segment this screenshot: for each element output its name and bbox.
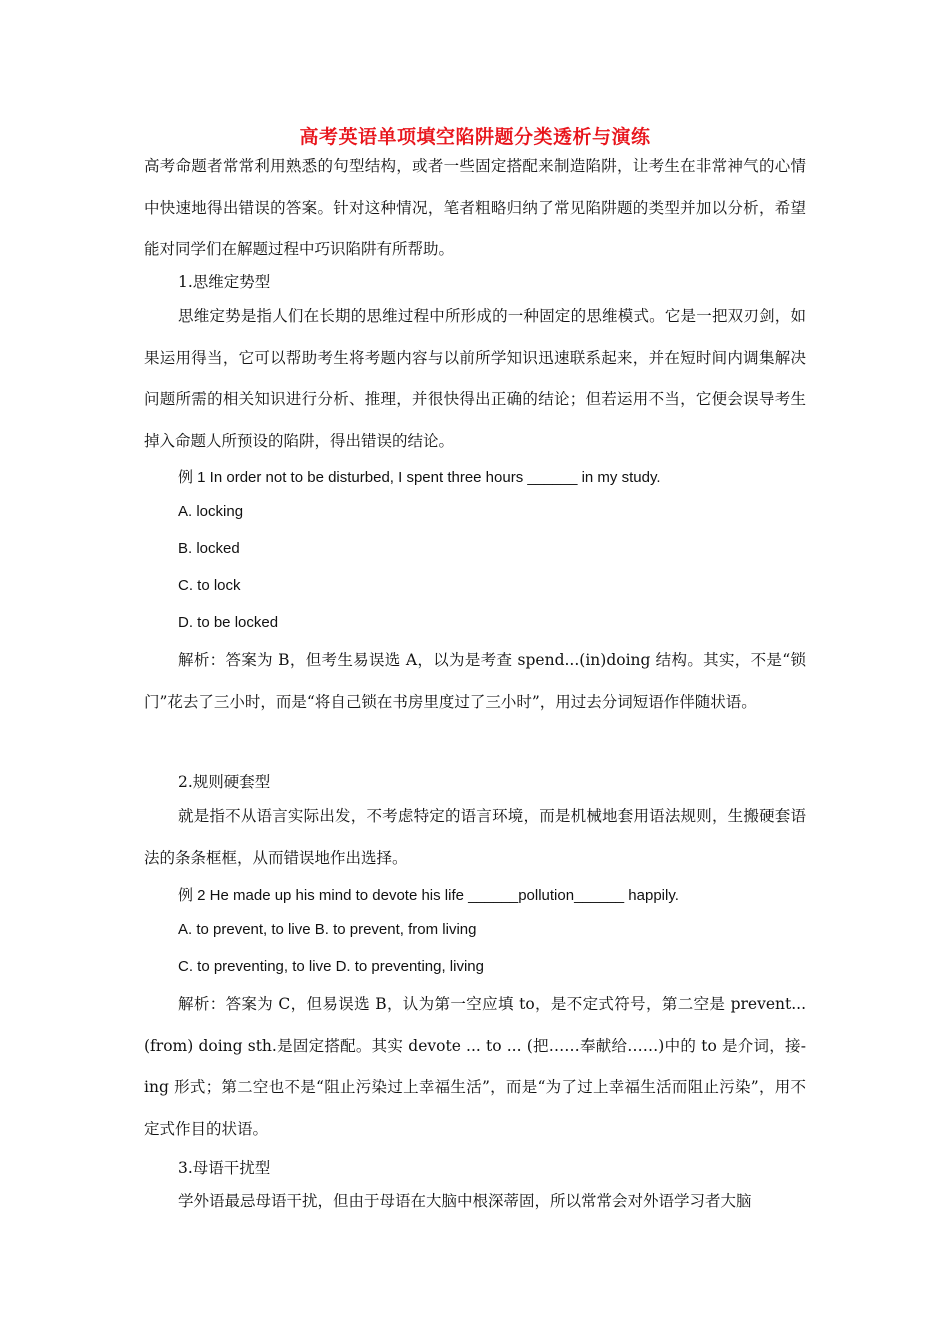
section-2-body: 就是指不从语言实际出发，不考虑特定的语言环境，而是机械地套用语法规则，生搬硬套语法的条条框框，从而错误地作出选择。 bbox=[144, 807, 806, 867]
example-1-option-b: B. locked bbox=[178, 540, 240, 557]
example-1-question: 例 1 In order not to be disturbed, I spent three hours ______ in my study. bbox=[178, 469, 661, 486]
document-title: 高考英语单项填空陷阱题分类透析与演练 bbox=[299, 126, 651, 148]
example-2-analysis: 解析：答案为 C，但易误选 B，认为第一空应填 to，是不定式符号，第二空是 prevent... (from) doing sth.是固定搭配。其实 devote ... to ... (把……奉献给……)中的 to 是介词，接-ing 形式；第二空也不是“阻止污染过上幸福生活”，而是“为了过上幸福生活而阻止污染”，用不定式作目的状语。 bbox=[144, 995, 806, 1138]
example-2-options-cd: C. to preventing, to live D. to preventing, living bbox=[178, 958, 484, 975]
section-1-body: 思维定势是指人们在长期的思维过程中所形成的一种固定的思维模式。它是一把双刃剑，如果运用得当，它可以帮助考生将考题内容与以前所学知识迅速联系起来，并在短时间内调集解决问题所需的相关知识进行分析、推理，并很快得出正确的结论；但若运用不当，它便会误导考生掉入命题人所预设的陷阱，得出错误的结论。 bbox=[144, 307, 806, 450]
section-3-heading: 3.母语干扰型 bbox=[178, 1159, 271, 1177]
section-1-heading: 1.思维定势型 bbox=[178, 273, 271, 291]
section-3-body: 学外语最忌母语干扰，但由于母语在大脑中根深蒂固，所以常常会对外语学习者大脑 bbox=[178, 1192, 752, 1210]
example-1-analysis: 解析：答案为 B，但考生易误选 A，以为是考查 spend...(in)doing 结构。其实，不是“锁门”花去了三小时，而是“将自己锁在书房里度过了三小时”，用过去分词短语作伴随状语。 bbox=[144, 651, 806, 711]
intro-paragraph: 高考命题者常常利用熟悉的句型结构，或者一些固定搭配来制造陷阱，让考生在非常神气的心情中快速地得出错误的答案。针对这种情况，笔者粗略归纳了常见陷阱题的类型并加以分析，希望能对同学们在解题过程中巧识陷阱有所帮助。 bbox=[144, 157, 806, 258]
example-1-option-a: A. locking bbox=[178, 503, 244, 520]
example-1-option-c: C. to lock bbox=[178, 577, 241, 594]
section-2-heading: 2.规则硬套型 bbox=[178, 773, 271, 791]
example-1-option-d: D. to be locked bbox=[178, 614, 279, 631]
example-2-question: 例 2 He made up his mind to devote his life ______pollution______ happily. bbox=[178, 887, 679, 904]
example-2-options-ab: A. to prevent, to live B. to prevent, from living bbox=[178, 921, 477, 938]
